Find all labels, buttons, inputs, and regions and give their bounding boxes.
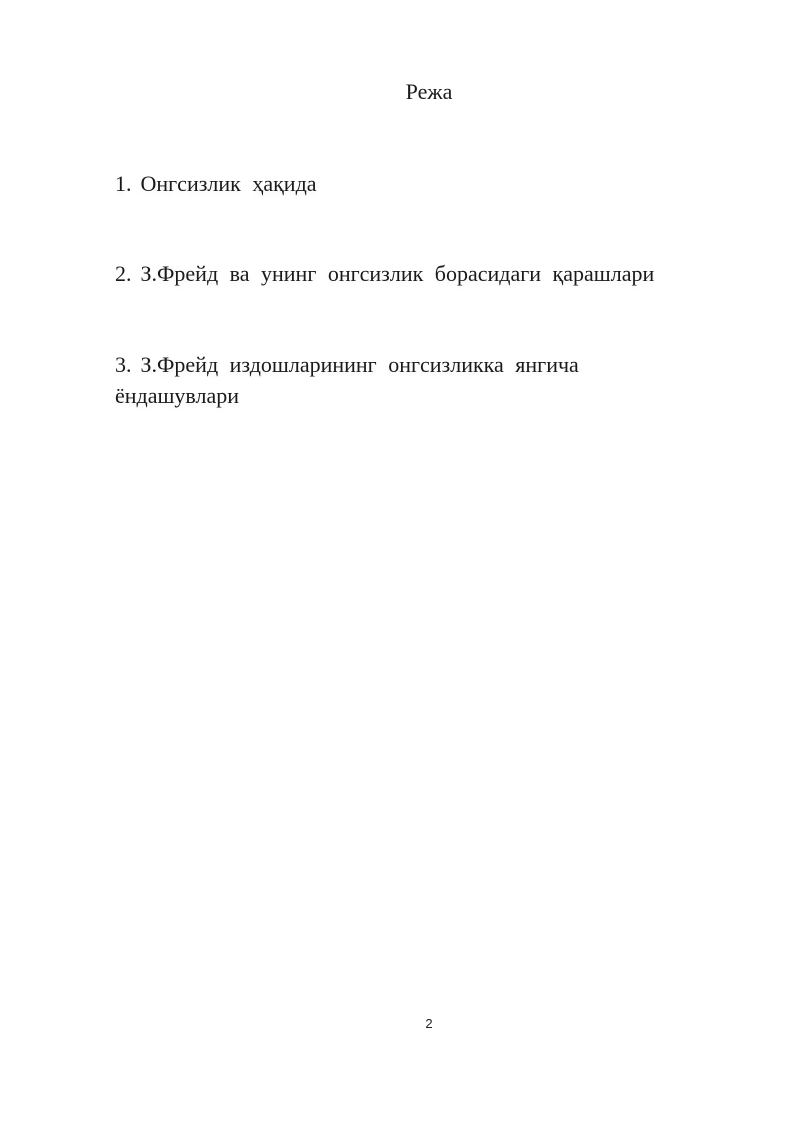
plan-item-text: З.Фрейд издошларининг онгсизликка янгича ёндашувлари	[115, 352, 579, 408]
plan-item-text: З.Фрейд ва унинг онгсизлик борасидаги қарашлари	[140, 261, 655, 286]
plan-item-1	[115, 168, 317, 199]
plan-item-2	[115, 258, 654, 289]
plan-item-number: 3.	[115, 352, 132, 377]
plan-item-number: 2.	[115, 261, 132, 286]
plan-item-number: 1.	[115, 171, 132, 196]
plan-item-3	[115, 349, 675, 411]
page-number: 2	[425, 1016, 433, 1031]
page-title: Режа	[405, 79, 453, 104]
plan-item-text: Онгсизлик ҳақида	[140, 171, 317, 196]
